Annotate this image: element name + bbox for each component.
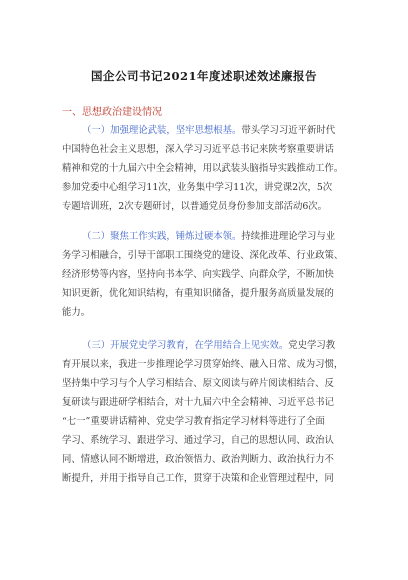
paragraph-line: 育开展以来，我进一步推理论学习贯穿始终、融入日常、成为习惯， (62, 359, 344, 370)
paragraph-line: 学习、系统学习、跟进学习、通过学习，自己的思想认同、政治认 (62, 435, 334, 446)
paragraph-theory-study (62, 121, 350, 216)
paragraph-line: 务学习相融合，引导干部职工围绕党的建设、深化改革、行业政策、 (62, 250, 344, 261)
paragraph-text: 持续推进理论学习与业 (241, 231, 336, 242)
paragraph-line: 能力。 (62, 307, 91, 318)
paragraph-line: 经济形势等内容，坚持向书本学、向实践学、向群众学，不断加快 (62, 269, 334, 280)
subsection-label: （一）加强理论武装，坚牢思想根基。 (82, 125, 242, 136)
paragraph-work-practice (62, 227, 350, 322)
paragraph-line: 坚持集中学习与个人学习相结合、原文阅读与碎片阅读相结合、反 (62, 378, 334, 389)
paragraph-line (62, 336, 350, 355)
paragraph-line: 专题培训班，2次专题研讨，以普通党员身份参加支部活动6次。 (62, 201, 328, 212)
paragraph-line: 中国特色社会主义思想，深入学习习近平总书记来陕考察重要讲话 (62, 144, 334, 155)
paragraph-line: 参加党委中心组学习11次，业务集中学习11次，讲党课2次，5次 (62, 182, 333, 193)
subsection-label: （三）开展党史学习教育，在学用结合上见实效。 (82, 340, 289, 351)
paragraph-line: 精神和党的十九届六中全会精神，用以武装头脑指导实践推动工作。 (62, 163, 344, 174)
paragraph-party-history (62, 336, 350, 488)
paragraph-line: 同、情感认同不断增进，政治领悟力、政治判断力、政治执行力不 (62, 454, 334, 465)
paragraph-text: 党史学习教 (288, 340, 336, 351)
document-title: 国企公司书记2021年度述职述效述廉报告 (90, 69, 317, 83)
paragraph-line (62, 227, 350, 246)
paragraph-line: 知识更新，优化知识结构，有重知识储备，提升服务高质量发展的 (62, 288, 334, 299)
paragraph-text: 带头学习习近平新时代 (241, 125, 336, 136)
paragraph-line: 断提升，并用于指导自己工作，贯穿于决策和企业管理过程中，同 (62, 473, 334, 484)
subsection-label: （二）聚焦工作实践，锤炼过硬本领。 (82, 231, 242, 242)
paragraph-line: “七一”重要讲话精神、党史学习教育指定学习材料等进行了全面 (62, 416, 325, 427)
paragraph-line: 复研读与跟进研学相结合，对十九届六中全会精神、习近平总书记 (62, 397, 334, 408)
paragraph-line (62, 121, 350, 140)
section-heading-political-construction: 一、思想政治建设情况 (62, 107, 162, 118)
